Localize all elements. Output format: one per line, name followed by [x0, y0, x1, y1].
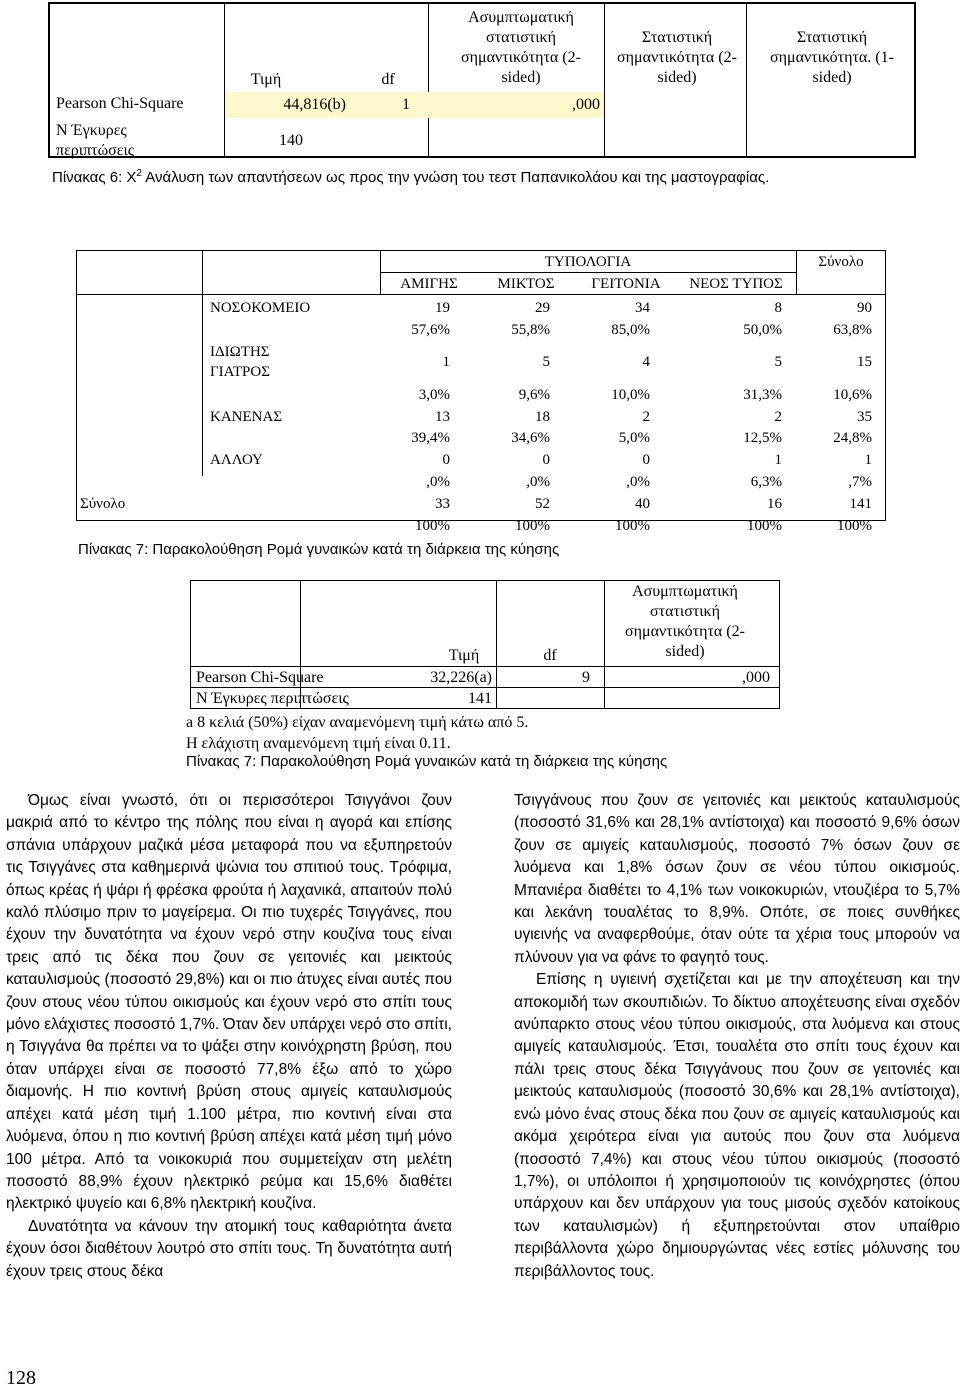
- row-label: Pearson Chi-Square: [196, 669, 324, 686]
- cell-value: 141: [468, 690, 492, 707]
- count-cell: 8: [774, 300, 782, 316]
- paragraph: Όμως είναι γνωστό, ότι οι περισσότεροι Τσιγγάνοι ζουν μακριά από το κέντρο της πόλης που είναι η αγορά και επίσης σπάνια υπάρχουν μαζικά μέσα μεταφορά που να εξυπηρετούν τις Τσιγγάνες στα καθημερινά ψώνια του σπιτιού τους. Τρόφιμα, όπως κρέας ή ψάρι ή φρέσκα φρούτα ή λαχανικά, απαιτούν πολύ καλό πλύσιμο πριν το μαγείρεμα. Οι πιο τυχερές Τσιγγάνες, που έχουν την δυνατότητα να έχουν νερό στην κουζίνα τους είναι τρεις από τις δέκα που ζουν σε γειτονιές και μεικτούς καταυλισμούς (ποσοστό 29,8%) και οι πιο άτυχες είναι αυτές που ζουν στους νέου τύπου οικισμούς και έχουν νερό στο σπίτι τους μόνο ελάχιστες ποσοστό 1,7%. Όταν δεν υπάρχει νερό στο σπίτι, η Τσιγγάνα θα πρέπει να το ψάξει στην κοινόχρηστη βρύση, που όταν υπάρχει είναι σε ποσοστό 77,8% έξω από το χώρο διαμονής. Η πιο κοντινή βρύση στους αμιγείς καταυλισμούς απέχει κατά μέση τιμή 1.100 μέτρα, πιο κοντινή είναι στα λυόμενα, όπου η πιο κοντινή βρύση απέχει κατά μέση τιμή μόνο 100 μέτρα. Από τα νοικοκυριά που συμμετείχαν στη μελέτη ποσοστό 88,9% έχουν ηλεκτρικό ρεύμα και 15,6% διαθέτει ηλεκτρικό ψυγείο και 6,8% ηλεκτρική κουζίνα.: [6, 792, 452, 1213]
- table-notes: [186, 712, 528, 754]
- pct-cell: 55,8%: [511, 322, 550, 338]
- count-cell: 40: [635, 496, 650, 512]
- count-cell: 1: [442, 354, 450, 370]
- pct-cell: 31,3%: [743, 387, 782, 403]
- count-cell: 2: [642, 409, 650, 425]
- row-label: N Έγκυρες περιπτώσεις: [56, 122, 135, 159]
- count-cell: 16: [767, 496, 782, 512]
- divider: [202, 250, 203, 476]
- column-header: ΜΙΚΤΟΣ: [497, 276, 555, 292]
- pct-cell: ,7%: [848, 474, 872, 490]
- body-column-left: [6, 790, 452, 1283]
- paragraph: Τσιγγάνους που ζουν σε γειτονιές και μεικτούς καταυλισμούς (ποσοστό 31,6% και 28,1% αντίστοιχα) και ποσοστό 9,6% όσων ζουν σε αμιγείς καταυλισμούς, ποσοστό 7% όσων ζουν σε λυόμενα και 1,8% όσων ζουν σε νέου τύπου οικισμούς. Μπανιέρα διαθέτει το 4,1% των νοικοκυριών, ντουζιέρα το 5,7% και λεκάνη τουαλέτας το 8,9%. Οπότε, σε ποιες συνθήκες υγιεινής να αναφερθούμε, όταν ούτε τα χέρια τους μπορούν να πλύνουν για να φάνε το φαγητό τους.: [514, 792, 960, 966]
- pct-cell: 9,6%: [518, 387, 550, 403]
- paragraph: Δυνατότητα να κάνουν την ατομική τους καθαριότητα άνετα έχουν όσοι διαθέτουν λουτρό στο σπίτι τους. Τη δυνατότητα αυτή έχουν τρεις στους δέκα: [6, 1217, 452, 1280]
- count-cell: 4: [642, 354, 650, 370]
- count-cell: 0: [542, 452, 550, 468]
- divider: [746, 4, 747, 156]
- pct-cell: 3,0%: [418, 387, 450, 403]
- cell-value: 44,816(b): [283, 96, 346, 113]
- cell-value: 32,226(a): [430, 669, 492, 686]
- header-df: df: [381, 71, 395, 88]
- note: Η ελάχιστη αναμενόμενη τιμή είναι 0.11.: [186, 735, 451, 752]
- crosstab-table: [76, 250, 886, 540]
- divider: [496, 580, 497, 709]
- divider: [380, 272, 796, 273]
- pct-cell: 34,6%: [511, 430, 550, 446]
- count-cell: 0: [442, 452, 450, 468]
- count-cell: 141: [849, 496, 872, 512]
- chi-square-table-2: [190, 580, 780, 710]
- cell-df: 1: [402, 96, 410, 113]
- pct-cell: 6,3%: [750, 474, 782, 490]
- column-header: ΑΜΙΓΗΣ: [400, 276, 458, 292]
- row-label: ΙΔΙΩΤΗΣ ΓΙΑΤΡΟΣ: [210, 344, 270, 380]
- page-number: 128: [6, 1367, 36, 1389]
- chi-square-table-1: [48, 2, 916, 158]
- pct-cell: 12,5%: [743, 430, 782, 446]
- count-cell: 35: [857, 409, 872, 425]
- header-df: df: [543, 647, 557, 664]
- cell-asymp: ,000: [572, 96, 600, 113]
- caption-text: Ανάλυση των απαντήσεων ως προς την γνώση του τεστ Παπανικολάου και της μαστογραφίας.: [141, 169, 770, 186]
- pct-cell: 85,0%: [611, 322, 650, 338]
- pct-cell: ,0%: [426, 474, 450, 490]
- pct-cell: 100%: [747, 518, 782, 534]
- divider: [190, 580, 191, 709]
- note: a 8 κελιά (50%) είχαν αναμενόμενη τιμή κάτω από 5.: [186, 714, 529, 731]
- divider: [779, 580, 780, 709]
- pct-cell: 24,8%: [833, 430, 872, 446]
- count-cell: 0: [642, 452, 650, 468]
- divider: [76, 250, 886, 251]
- table-caption: Πίνακας 7: Παρακολούθηση Ρομά γυναικών κατά τη διάρκεια της κύησης: [186, 753, 668, 770]
- count-cell: 15: [857, 354, 872, 370]
- header-value: Τιμή: [448, 647, 480, 664]
- divider: [604, 580, 605, 709]
- divider: [604, 4, 605, 156]
- count-cell: 18: [535, 409, 550, 425]
- pct-cell: 100%: [415, 518, 450, 534]
- divider: [190, 666, 780, 667]
- count-cell: 13: [435, 409, 450, 425]
- table-caption: [52, 163, 932, 189]
- pct-cell: 100%: [615, 518, 650, 534]
- pct-cell: 57,6%: [411, 322, 450, 338]
- count-cell: 1: [864, 452, 872, 468]
- divider: [190, 580, 780, 581]
- count-cell: 19: [435, 300, 450, 316]
- caption-text: Πίνακας 6: Χ: [52, 169, 137, 186]
- paragraph: Επίσης η υγιεινή σχετίζεται και με την αποχέτευση και την αποκομιδή των σκουπιδιών. Το δίκτυο αποχέτευσης είναι σχεδόν ανύπαρκτο στους νέου τύπου οικισμούς, στα λυόμενα και στους αμιγείς καταυλισμούς. Έτσι, τουαλέτα στο σπίτι τους έχουν και πάλι τρεις στους δέκα Τσιγγάνους που ζουν σε γειτονιές και μεικτούς καταυλισμούς (ποσοστό 30,6% και 28,1% αντίστοιχα), ενώ μόνο ένας στους δέκα που ζουν σε αμιγείς καταυλισμούς και ακόμα χειρότερα είναι για αυτούς που ζουν στα λυόμενα (ποσοστό 7,4%) και στους νέου τύπου οικισμούς (ποσοστό 1,7%), οι υπόλοιποι ή χρησιμοποιούν τις κοινόχρηστες (όπου υπάρχουν και δεν υπάρχουν για τους μισούς σχεδόν κατοίκους των καταυλισμών) ή εξυπηρετούνται στον υπαίθριο περιβάλλοντα χώρο δημιουργώντας νέες εστίες μόλυνσης του περιβάλλοντος τους.: [514, 971, 960, 1280]
- pct-cell: ,0%: [626, 474, 650, 490]
- pct-cell: 100%: [837, 518, 872, 534]
- count-cell: 5: [542, 354, 550, 370]
- table-caption: Πίνακας 7: Παρακολούθηση Ρομά γυναικών κατά τη διάρκεια της κύησης: [78, 541, 560, 558]
- divider: [885, 250, 886, 521]
- count-cell: 33: [435, 496, 450, 512]
- divider: [428, 4, 429, 156]
- column-header: ΓΕΙΤΟΝΙΑ: [591, 276, 661, 292]
- row-label: ΚΑΝΕΝΑΣ: [210, 409, 283, 425]
- cell-asymp: ,000: [742, 669, 770, 686]
- pct-cell: 63,8%: [833, 322, 872, 338]
- count-cell: 52: [535, 496, 550, 512]
- cell-value: 140: [279, 132, 303, 149]
- pct-cell: 5,0%: [618, 430, 650, 446]
- header-value: Τιμή: [250, 71, 282, 88]
- group-header: ΤΥΠΟΛΟΓΙΑ: [544, 254, 632, 270]
- pct-cell: 50,0%: [743, 322, 782, 338]
- divider: [224, 4, 225, 156]
- divider: [76, 250, 77, 521]
- pct-cell: 100%: [515, 518, 550, 534]
- pct-cell: 10,6%: [833, 387, 872, 403]
- header-exact-sig-1: Στατιστική σημαντικότητα. (1-sided): [770, 29, 894, 86]
- row-label: ΝΟΣΟΚΟΜΕΙΟ: [210, 300, 311, 316]
- cell-df: 9: [582, 669, 590, 686]
- count-cell: 5: [774, 354, 782, 370]
- caption-superscript: 2: [136, 168, 142, 179]
- row-label: N Έγκυρες περιπτώσεις: [196, 690, 349, 707]
- count-cell: 29: [535, 300, 550, 316]
- count-cell: 1: [774, 452, 782, 468]
- row-label: Pearson Chi-Square: [56, 95, 184, 112]
- total-header: Σύνολο: [818, 254, 864, 270]
- divider: [76, 294, 886, 295]
- count-cell: 90: [857, 300, 872, 316]
- count-cell: 34: [635, 300, 650, 316]
- total-row-label: Σύνολο: [80, 496, 126, 512]
- row-label: ΑΛΛΟΥ: [210, 452, 263, 468]
- pct-cell: 39,4%: [411, 430, 450, 446]
- header-asymp-sig: Ασυμπτωματική στατιστική σημαντικότητα (2-sided): [625, 583, 745, 660]
- pct-cell: 10,0%: [611, 387, 650, 403]
- body-column-right: [514, 790, 960, 1283]
- column-header: ΝΕΟΣ ΤΥΠΟΣ: [689, 276, 783, 292]
- pct-cell: ,0%: [526, 474, 550, 490]
- count-cell: 2: [774, 409, 782, 425]
- header-asymp-sig: Ασυμπτωματική στατιστική σημαντικότητα (2-sided): [461, 9, 581, 86]
- header-exact-sig-2: Στατιστική σημαντικότητα (2-sided): [617, 29, 737, 86]
